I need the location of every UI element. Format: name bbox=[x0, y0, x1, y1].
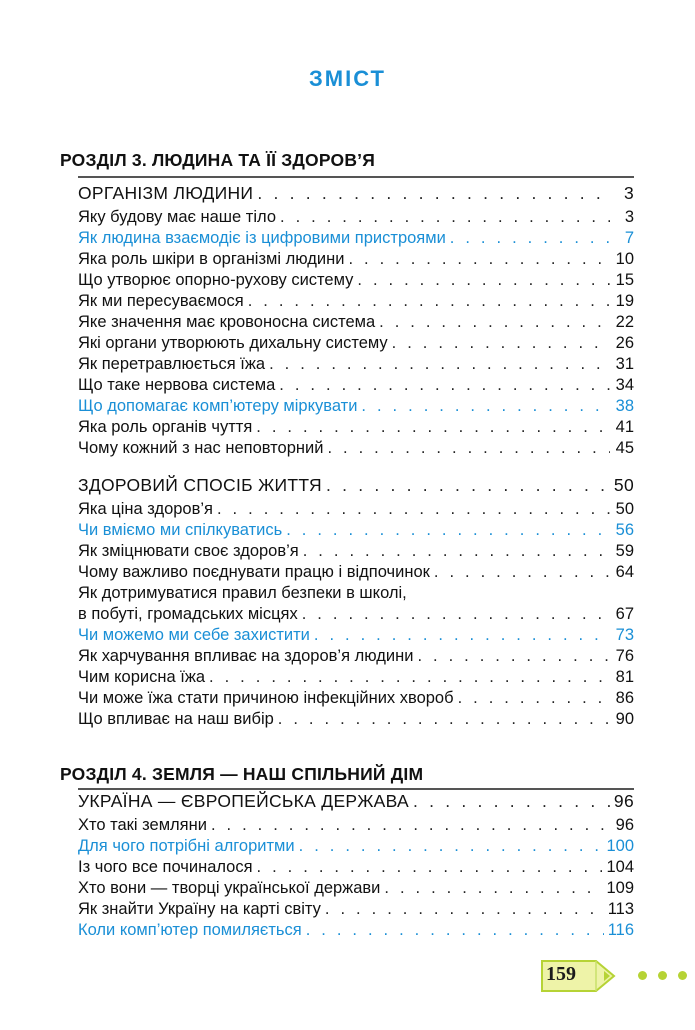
decor-dot bbox=[678, 971, 687, 980]
toc-entry[interactable]: Як харчування впливає на здоров’я людини . . . 76 bbox=[78, 646, 634, 667]
page-number: 159 bbox=[546, 963, 576, 985]
toc-entry-digital[interactable]: Чи можемо ми себе захистити . . . 73 bbox=[78, 625, 634, 646]
toc-entry[interactable]: Які органи утворюють дихальну систему . . . 26 bbox=[78, 333, 634, 354]
toc-entry[interactable]: Хто вони — творці української держави . . . 109 bbox=[78, 878, 634, 899]
toc-entry[interactable]: Яке значення має кровоносна система . . . 22 bbox=[78, 312, 634, 333]
toc-entry-multiline[interactable]: Як дотримуватися правил безпеки в школі, в побуті, громадських місцях . . . 67 bbox=[78, 583, 634, 625]
decor-dot bbox=[638, 971, 647, 980]
section-heading-4: РОЗДІЛ 4. ЗЕМЛЯ — НАШ СПІЛЬНИЙ ДІМ bbox=[60, 764, 424, 784]
toc-entry[interactable]: Чому важливо поєднувати працю і відпочинок . . . 64 bbox=[78, 562, 634, 583]
toc-entry-digital[interactable]: Коли комп’ютер помиляється . . . 116 bbox=[78, 920, 634, 941]
toc-entry-digital[interactable]: Для чого потрібні алгоритми . . . 100 bbox=[78, 836, 634, 857]
toc-entry[interactable]: Як ми пересуваємося . . . 19 bbox=[78, 291, 634, 312]
section-heading-3: РОЗДІЛ 3. ЛЮДИНА ТА ЇЇ ЗДОРОВ’Я bbox=[60, 150, 375, 170]
toc-entry[interactable]: Яку будову має наше тіло . . . 3 bbox=[78, 207, 634, 228]
section-divider bbox=[78, 176, 634, 178]
page-title: ЗМІСТ bbox=[309, 66, 386, 91]
toc-entry[interactable]: Як зміцнювати своє здоров’я . . . 59 bbox=[78, 541, 634, 562]
toc-group-title[interactable]: ОРГАНІЗМ ЛЮДИНИ . . . 3 bbox=[78, 180, 634, 207]
toc-group-title[interactable]: УКРАЇНА — ЄВРОПЕЙСЬКА ДЕРЖАВА . . . 96 bbox=[78, 788, 634, 815]
toc-section-4 bbox=[78, 788, 634, 941]
toc-entry[interactable]: Із чого все починалося . . . 104 bbox=[78, 857, 634, 878]
toc-entry-first-line: Як дотримуватися правил безпеки в школі, bbox=[78, 584, 407, 602]
toc-group-title[interactable]: ЗДОРОВИЙ СПОСІБ ЖИТТЯ . . . 50 bbox=[78, 472, 634, 499]
toc-entry[interactable]: Яка ціна здоров’я . . . 50 bbox=[78, 499, 634, 520]
toc-entry[interactable]: Яка роль шкіри в організмі людини . . . 10 bbox=[78, 249, 634, 270]
toc-entry[interactable]: Як знайти Україну на карті світу . . . 113 bbox=[78, 899, 634, 920]
toc-entry-digital[interactable]: Що допомагає комп’ютеру міркувати . . . 38 bbox=[78, 396, 634, 417]
toc-entry[interactable]: Що таке нервова система . . . 34 bbox=[78, 375, 634, 396]
decor-dot bbox=[658, 971, 667, 980]
toc-entry-digital[interactable]: Як людина взаємодіє із цифровими пристроями . . . 7 bbox=[78, 228, 634, 249]
toc-entry[interactable]: Що утворює опорно-рухову систему . . . 15 bbox=[78, 270, 634, 291]
toc-entry[interactable]: Чому кожний з нас неповторний . . . 45 bbox=[78, 438, 634, 459]
toc-section-3 bbox=[78, 180, 634, 730]
toc-entry[interactable]: Як перетравлюється їжа . . . 31 bbox=[78, 354, 634, 375]
toc-entry[interactable]: Чим корисна їжа . . . 81 bbox=[78, 667, 634, 688]
toc-entry[interactable]: Чи може їжа стати причиною інфекційних хвороб . . . 86 bbox=[78, 688, 634, 709]
toc-entry[interactable]: Яка роль органів чуття . . . 41 bbox=[78, 417, 634, 438]
toc-entry[interactable]: Що впливає на наш вибір . . . 90 bbox=[78, 709, 634, 730]
toc-entry[interactable]: Хто такі земляни . . . 96 bbox=[78, 815, 634, 836]
toc-entry-digital[interactable]: Чи вміємо ми спілкуватись . . . 56 bbox=[78, 520, 634, 541]
